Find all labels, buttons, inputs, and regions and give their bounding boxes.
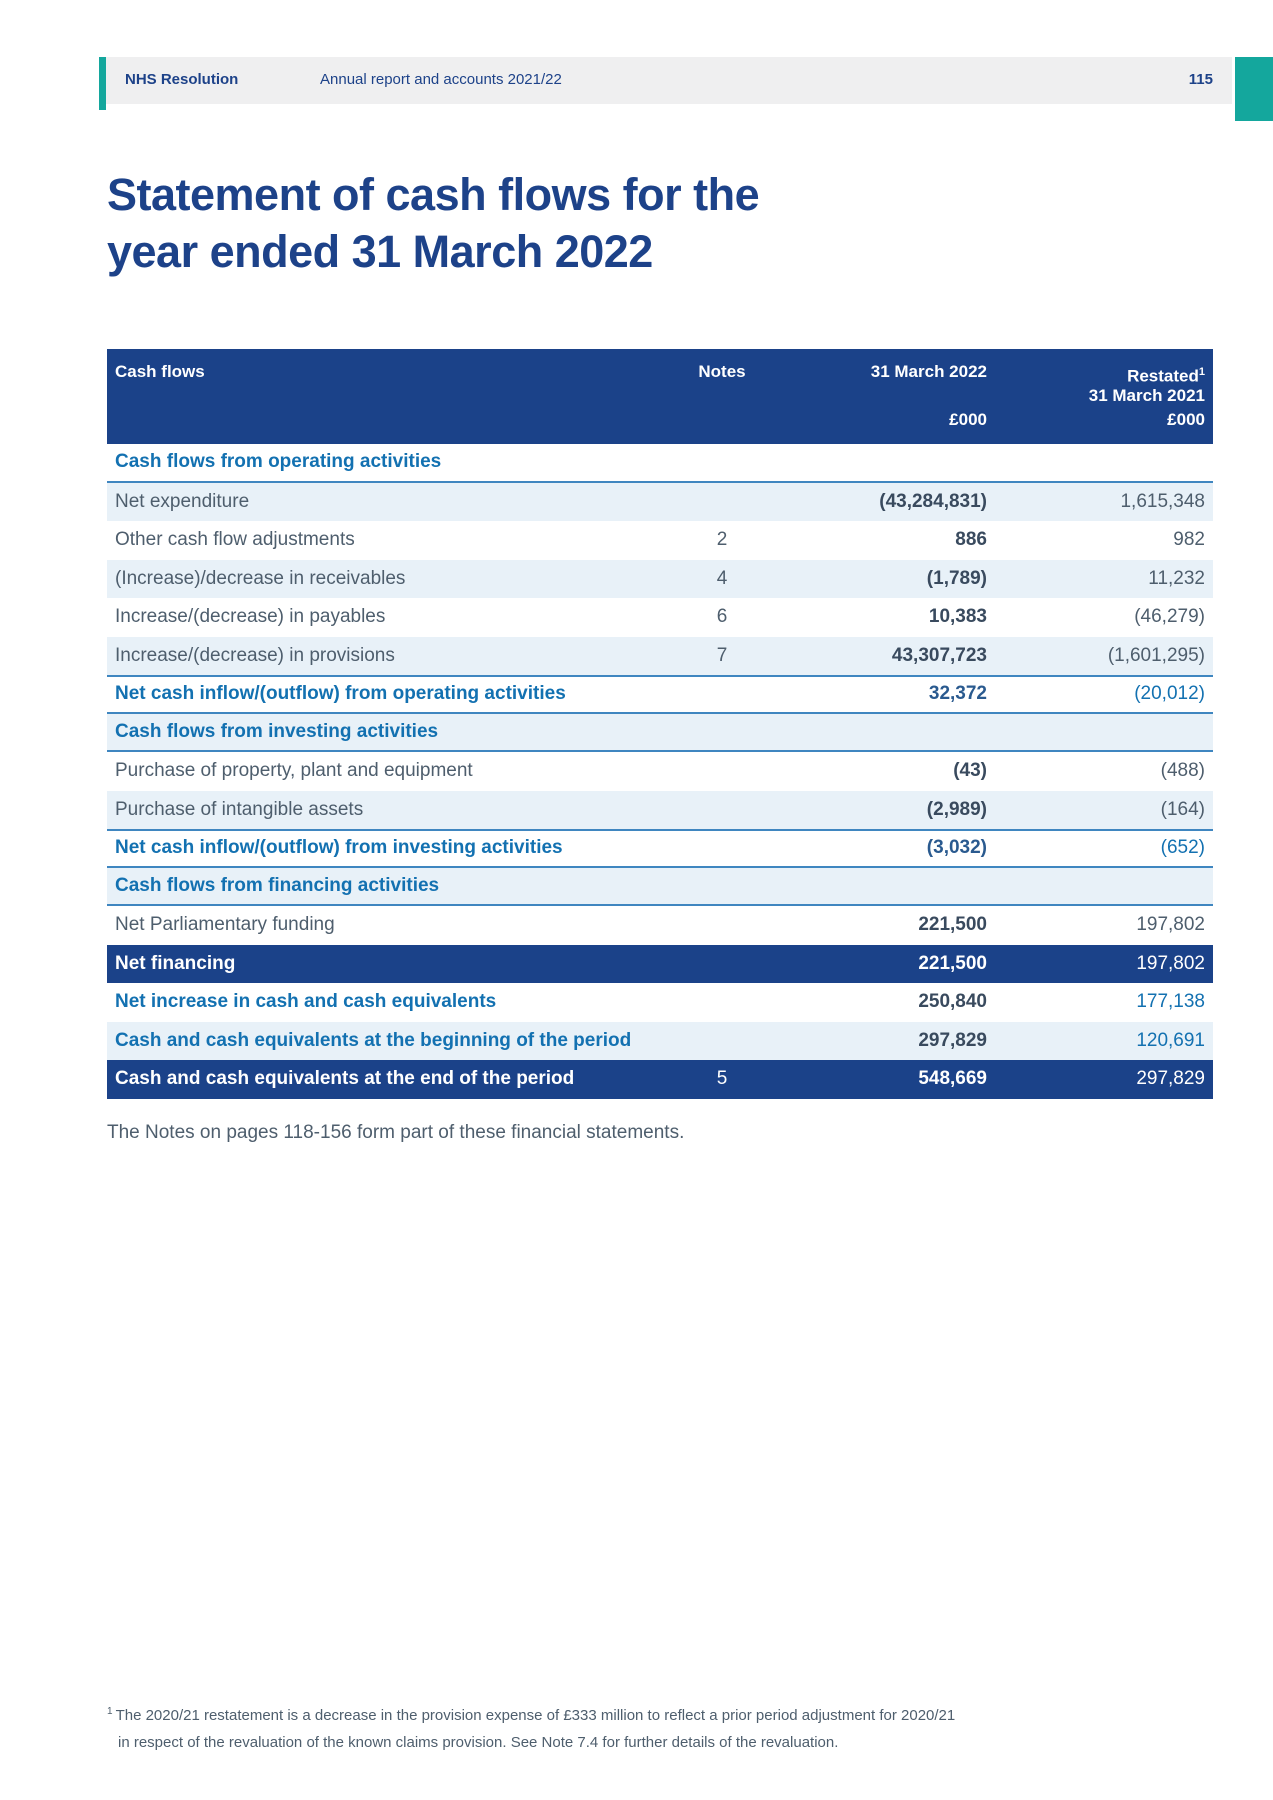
row-value-2021: 120,691 — [1136, 1029, 1205, 1051]
table-row — [107, 752, 1213, 791]
org-name: NHS Resolution — [125, 71, 239, 88]
restated-footnote-marker: 1 — [1198, 366, 1205, 378]
table-row — [107, 1060, 1213, 1099]
row-label: Net increase in cash and cash equivalents — [115, 991, 497, 1013]
table-row — [107, 945, 1213, 984]
table-row — [107, 444, 1213, 483]
table-row — [107, 483, 1213, 522]
row-value-2021: (652) — [1160, 837, 1205, 859]
page-title-line1: Statement of cash flows for the — [107, 169, 760, 220]
table-row — [107, 521, 1213, 560]
row-value-2021: (20,012) — [1134, 683, 1205, 705]
col-header-2022-spacer — [777, 384, 987, 408]
row-value-2021: 297,829 — [1136, 1068, 1205, 1090]
footnote-line1 — [107, 1698, 955, 1729]
report-title: Annual report and accounts 2021/22 — [320, 71, 562, 88]
table-row — [107, 598, 1213, 637]
table-row — [107, 868, 1213, 907]
row-value-2022: 886 — [955, 529, 987, 551]
row-value-2021: (164) — [1160, 798, 1205, 820]
page-header-bar — [106, 57, 1232, 104]
teal-accent-bar-left — [99, 57, 106, 110]
row-label: Net cash inflow/(outflow) from investing activities — [115, 837, 563, 859]
row-note-ref: 7 — [716, 644, 728, 666]
row-value-2022: (43) — [953, 760, 987, 782]
table-row — [107, 1022, 1213, 1061]
row-label: Increase/(decrease) in provisions — [115, 644, 395, 666]
row-value-2021: (488) — [1160, 760, 1205, 782]
row-label: (Increase)/decrease in receivables — [115, 567, 406, 589]
col-header-notes-text: Notes — [698, 362, 746, 381]
row-value-2022: 221,500 — [918, 914, 987, 936]
footnote — [107, 1698, 955, 1756]
col-header-cash-flows — [107, 349, 667, 444]
row-note-ref: 6 — [716, 606, 728, 628]
col-header-restated — [995, 360, 1205, 384]
col-header-2022 — [777, 349, 995, 444]
row-label: Purchase of intangible assets — [115, 798, 364, 820]
table-row — [107, 675, 1213, 714]
col-header-2022-unit: £000 — [949, 410, 987, 429]
row-label: Cash and cash equivalents at the beginning of the period — [115, 1029, 632, 1051]
row-value-2022: (2,989) — [926, 798, 987, 820]
table-body — [107, 444, 1213, 1099]
row-label: Net financing — [115, 952, 236, 974]
row-note-ref: 5 — [716, 1068, 728, 1090]
row-value-2022: 548,669 — [918, 1068, 987, 1090]
col-header-2021-text: 31 March 2021 — [1088, 386, 1205, 405]
footnote-line1-text: The 2020/21 restatement is a decrease in the provision expense of £333 million to reflect a prior period adjustment for 2020/21 — [115, 1707, 956, 1724]
row-label: Net cash inflow/(outflow) from operating activities — [115, 683, 566, 705]
footnote-line2: in respect of the revaluation of the known claims provision. See Note 7.4 for further details of the revaluation. — [118, 1734, 839, 1751]
row-value-2021: 982 — [1173, 529, 1205, 551]
page-title-line2: year ended 31 March 2022 — [107, 226, 653, 277]
row-note-ref: 2 — [716, 529, 728, 551]
col-header-notes — [667, 349, 777, 444]
col-header-restated-text: Restated — [1127, 366, 1199, 386]
table-row — [107, 714, 1213, 753]
table-row — [107, 560, 1213, 599]
row-label: Purchase of property, plant and equipment — [115, 760, 473, 782]
row-value-2021: 11,232 — [1148, 567, 1205, 589]
cash-flow-table — [107, 349, 1213, 1099]
col-header-cash-flows-text: Cash flows — [115, 362, 205, 381]
row-value-2021: 1,615,348 — [1120, 490, 1205, 512]
row-note-ref: 4 — [716, 567, 728, 589]
row-value-2021: (1,601,295) — [1107, 644, 1205, 666]
row-value-2022: (43,284,831) — [879, 490, 987, 512]
row-value-2021: (46,279) — [1134, 606, 1205, 628]
page-title — [107, 166, 759, 280]
table-row — [107, 829, 1213, 868]
row-value-2022: 10,383 — [928, 606, 987, 628]
row-value-2022: (3,032) — [926, 837, 987, 859]
footnote-marker: 1 — [107, 1706, 113, 1717]
table-header-row — [107, 349, 1213, 444]
row-value-2022: 297,829 — [918, 1029, 987, 1051]
row-value-2022: (1,789) — [926, 567, 987, 589]
row-label: Net Parliamentary funding — [115, 914, 335, 936]
col-header-2021 — [995, 349, 1213, 444]
col-header-2021-unit: £000 — [1167, 410, 1205, 429]
row-label: Cash flows from investing activities — [115, 720, 439, 742]
table-row — [107, 791, 1213, 830]
row-label: Increase/(decrease) in payables — [115, 606, 386, 628]
table-row — [107, 983, 1213, 1022]
table-row — [107, 906, 1213, 945]
row-label: Other cash flow adjustments — [115, 529, 355, 551]
row-value-2021: 197,802 — [1136, 952, 1205, 974]
row-value-2021: 177,138 — [1136, 991, 1205, 1013]
row-value-2022: 221,500 — [918, 952, 987, 974]
row-label: Cash and cash equivalents at the end of the period — [115, 1068, 575, 1090]
col-header-2022-text: 31 March 2022 — [870, 362, 987, 381]
table-row — [107, 637, 1213, 676]
teal-accent-block-right — [1235, 57, 1273, 121]
row-label: Net expenditure — [115, 490, 250, 512]
notes-reference: The Notes on pages 118-156 form part of these financial statements. — [107, 1122, 685, 1143]
row-value-2022: 32,372 — [928, 683, 987, 705]
row-value-2022: 250,840 — [918, 991, 987, 1013]
row-value-2022: 43,307,723 — [891, 644, 987, 666]
page-number: 115 — [1188, 71, 1213, 88]
row-label: Cash flows from operating activities — [115, 451, 442, 473]
row-value-2021: 197,802 — [1136, 914, 1205, 936]
row-label: Cash flows from financing activities — [115, 874, 440, 896]
